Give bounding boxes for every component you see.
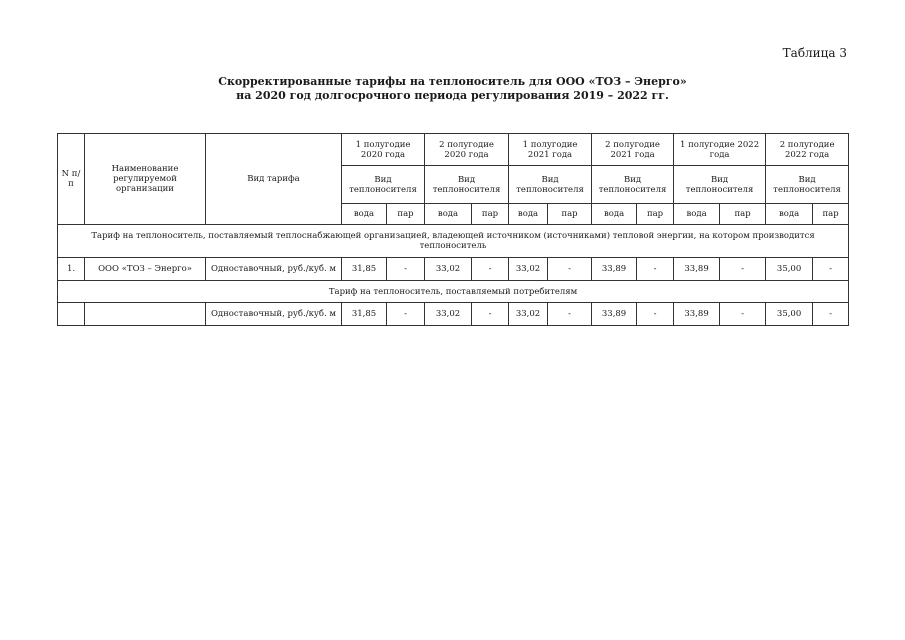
value-cell: 33,89 [674, 258, 720, 281]
value-cell: - [387, 303, 425, 326]
header-period: 1 полугодие 2022 года [674, 134, 766, 166]
header-carrier-type: Вид теплоносителя [766, 166, 849, 204]
header-water: вода [766, 204, 813, 225]
title-line-2: на 2020 год долгосрочного периода регулирования 2019 – 2022 гг. [236, 89, 669, 102]
header-period: 2 полугодие 2020 года [425, 134, 509, 166]
value-cell: - [548, 258, 592, 281]
header-org: Наименование регулируемой организации [85, 134, 206, 225]
value-cell: 31,85 [342, 303, 387, 326]
value-cell: 33,89 [592, 303, 637, 326]
section-title: Тариф на теплоноситель, поставляемый теплоснабжающей организацией, владеющей источником (источниками) тепловой энергии, на котором производится теплоноситель [58, 225, 849, 258]
header-tariff-type: Вид тарифа [206, 134, 342, 225]
value-cell: 35,00 [766, 258, 813, 281]
value-cell: - [472, 258, 509, 281]
value-cell: 33,02 [509, 258, 548, 281]
table-row [58, 303, 849, 326]
value-cell: - [548, 303, 592, 326]
header-carrier-type: Вид теплоносителя [509, 166, 592, 204]
header-water: вода [425, 204, 472, 225]
header-row-periods [58, 134, 849, 166]
header-period: 2 полугодие 2021 года [592, 134, 674, 166]
row-tariff-type: Одноставочный, руб./куб. м [206, 258, 342, 281]
header-period: 1 полугодие 2020 года [342, 134, 425, 166]
header-water: вода [674, 204, 720, 225]
value-cell: 35,00 [766, 303, 813, 326]
header-carrier-type: Вид теплоносителя [592, 166, 674, 204]
header-steam: пар [472, 204, 509, 225]
value-cell: - [472, 303, 509, 326]
header-steam: пар [387, 204, 425, 225]
header-num: N п/п [58, 134, 85, 225]
header-steam: пар [548, 204, 592, 225]
header-carrier-type: Вид теплоносителя [674, 166, 766, 204]
value-cell: - [637, 303, 674, 326]
header-period: 2 полугодие 2022 года [766, 134, 849, 166]
value-cell: - [813, 258, 849, 281]
header-steam: пар [720, 204, 766, 225]
row-tariff-type: Одноставочный, руб./куб. м [206, 303, 342, 326]
header-carrier-type: Вид теплоносителя [425, 166, 509, 204]
header-steam: пар [637, 204, 674, 225]
tariff-table [57, 133, 849, 326]
header-steam: пар [813, 204, 849, 225]
section-row [58, 281, 849, 303]
value-cell: 33,89 [674, 303, 720, 326]
value-cell: 31,85 [342, 258, 387, 281]
row-org: ООО «ТОЗ – Энерго» [85, 258, 206, 281]
value-cell: - [720, 303, 766, 326]
header-water: вода [592, 204, 637, 225]
value-cell: - [637, 258, 674, 281]
section-title: Тариф на теплоноситель, поставляемый потребителям [58, 281, 849, 303]
header-water: вода [342, 204, 387, 225]
value-cell: - [813, 303, 849, 326]
row-org [85, 303, 206, 326]
table-label: Таблица 3 [782, 46, 847, 60]
value-cell: - [387, 258, 425, 281]
header-water: вода [509, 204, 548, 225]
table-row [58, 258, 849, 281]
row-num [58, 303, 85, 326]
value-cell: 33,89 [592, 258, 637, 281]
document-title [0, 75, 905, 103]
row-num: 1. [58, 258, 85, 281]
title-line-1: Скорректированные тарифы на теплоноситель для ООО «ТОЗ – Энерго» [218, 75, 687, 88]
value-cell: 33,02 [425, 303, 472, 326]
header-period: 1 полугодие 2021 года [509, 134, 592, 166]
section-row [58, 225, 849, 258]
value-cell: 33,02 [509, 303, 548, 326]
header-carrier-type: Вид теплоносителя [342, 166, 425, 204]
value-cell: 33,02 [425, 258, 472, 281]
value-cell: - [720, 258, 766, 281]
